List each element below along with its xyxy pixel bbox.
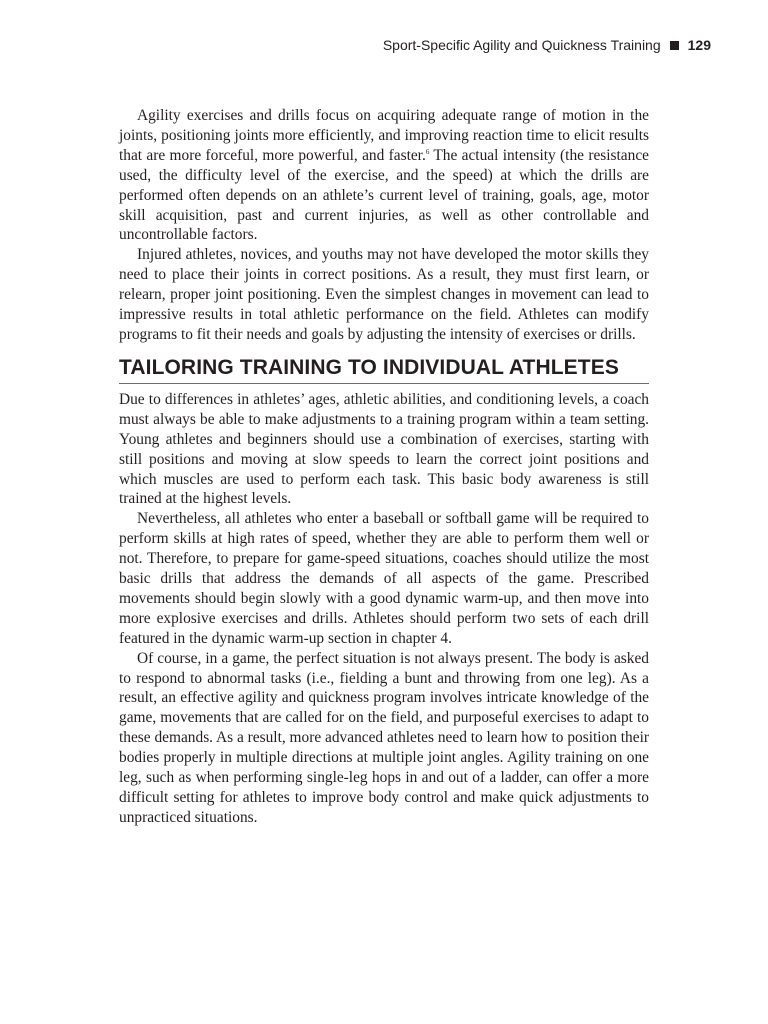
square-marker-icon	[670, 41, 679, 50]
paragraph-intro-1-text-after: The actual intensity (the resistance used, the difficulty level of the exercise, and the speed) at which the drills are performed often depends on an athlete’s current level of training, goals, age, motor skill acquisition, past and current injuries, as well as other controllable and uncontrollable factors.	[119, 146, 649, 244]
paragraph-section-1: Due to differences in athletes’ ages, athletic abilities, and conditioning levels, a coach must always be able to make adjustments to a training program within a team setting. Young athletes and beginners should use a combination of exercises, starting with still positions and moving at slow speeds to learn the correct joint positions and which muscles are used to perform each task. This basic body awareness is still trained at the highest levels.	[119, 390, 649, 508]
running-title: Sport-Specific Agility and Quickness Training	[382, 37, 661, 53]
paragraph-intro-1	[119, 106, 649, 245]
section-body	[119, 390, 649, 828]
paragraph-section-3: Of course, in a game, the perfect situation is not always present. The body is asked to respond to abnormal tasks (i.e., fielding a bunt and throwing from one leg). As a result, an effective agility and quickness program involves intricate knowledge of the game, movements that are called for on the field, and purposeful exercises to adapt to these demands. As a result, more advanced athletes need to learn how to position their bodies properly in multiple directions at multiple joint angles. Agility training on one leg, such as when performing single-leg hops in and out of a ladder, can offer a more difficult setting for athletes to improve body control and make quick adjustments to unpracticed situations.	[119, 649, 649, 826]
body-text	[119, 106, 649, 828]
running-head	[383, 37, 711, 53]
section-heading: TAILORING TRAINING TO INDIVIDUAL ATHLETES	[119, 355, 649, 384]
paragraph-intro-2: Injured athletes, novices, and youths may not have developed the motor skills they need to place their joints in correct positions. As a result, they must first learn, or relearn, proper joint positioning. Even the simplest changes in movement can lead to impressive results in total athletic performance on the field. Athletes can modify programs to fit their needs and goals by adjusting the intensity of exercises or drills.	[119, 246, 649, 343]
footnote-reference: 6	[425, 147, 430, 156]
paragraph-intro-1-text-before: Agility exercises and drills focus on acquiring adequate range of motion in the joints, positioning joints more efficiently, and improving reaction time to elicit results that are more forceful, more powerful, and faster.	[119, 107, 649, 164]
page-number: 129	[687, 37, 711, 53]
paragraph-section-2: Nevertheless, all athletes who enter a baseball or softball game will be required to perform skills at high rates of speed, whether they are able to perform them well or not. Therefore, to prepare for game-speed situations, coaches should utilize the most basic drills that address the demands of all aspects of the game. Prescribed movements should begin slowly with a good dynamic warm-up, and then move into more explosive exercises and drills. Athletes should perform two sets of each drill featured in the dynamic warm-up section in chapter 4.	[119, 510, 649, 647]
